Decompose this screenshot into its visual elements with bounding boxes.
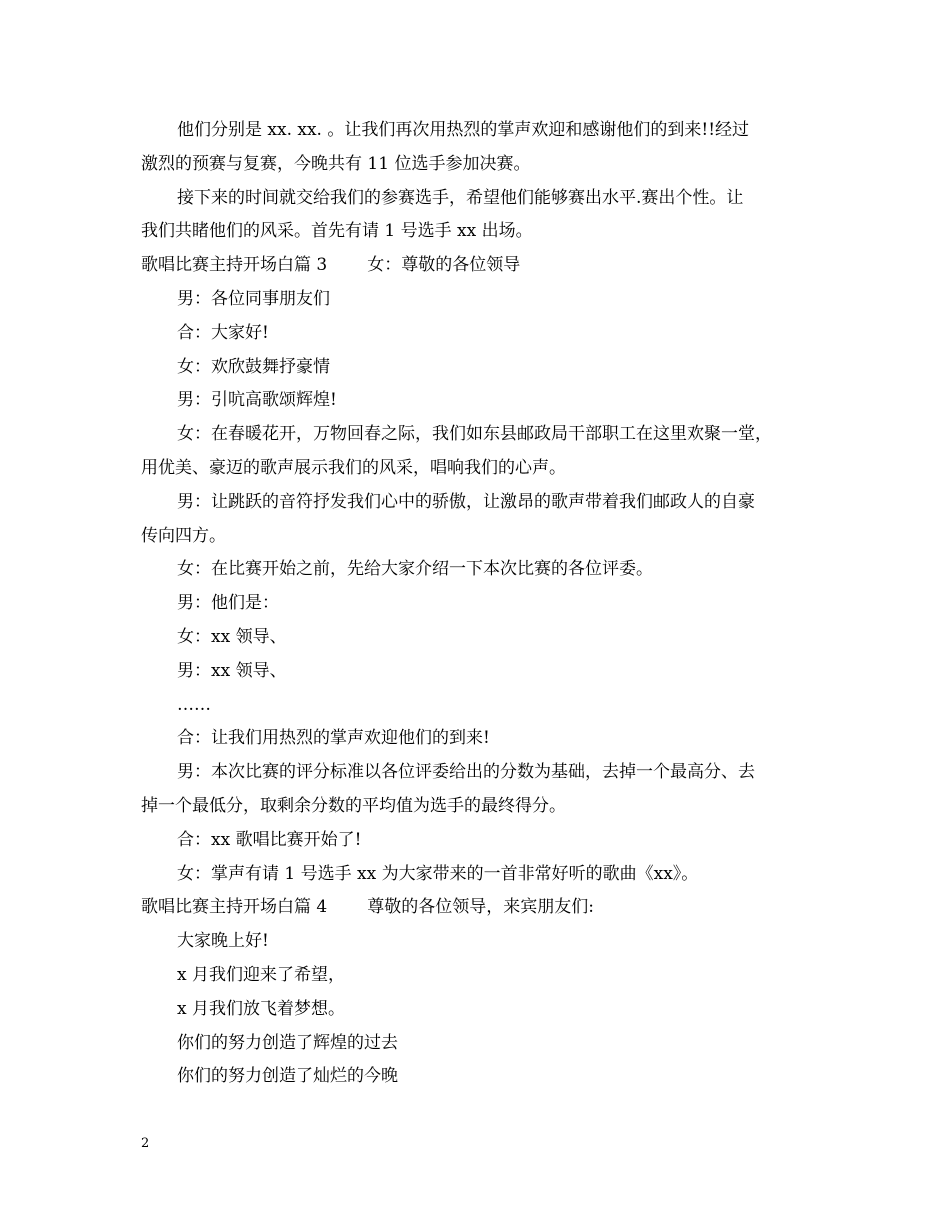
paragraph-line: …… <box>177 694 211 715</box>
paragraph-line: 男：引吭高歌颂辉煌! <box>177 390 337 411</box>
paragraph-line: 合：xx 歌唱比赛开始了! <box>177 829 362 850</box>
paragraph-line: 掉一个最低分，取剩余分数的平均值为选手的最终得分。 <box>141 795 566 816</box>
paragraph-line: 传向四方。 <box>141 525 226 546</box>
paragraph-line: 女：欢欣鼓舞抒豪情 <box>177 356 330 377</box>
paragraph-line: 男：他们是： <box>177 593 279 614</box>
paragraph-line: 你们的努力创造了辉煌的过去 <box>177 1032 398 1053</box>
paragraph-line: 女：掌声有请 1 号选手 xx 为大家带来的一首非常好听的歌曲《xx》。 <box>177 863 699 884</box>
heading-line-text: 尊敬的各位领导，来宾朋友们: <box>367 897 594 918</box>
paragraph-line: 男：xx 领导、 <box>177 660 287 681</box>
heading-line-text: 女：尊敬的各位领导 <box>367 255 521 276</box>
paragraph-line: 女：在春暖花开，万物回春之际，我们如东县邮政局干部职工在这里欢聚一堂， <box>177 424 772 445</box>
paragraph-line: 用优美、豪迈的歌声展示我们的风采，唱响我们的心声。 <box>141 457 566 478</box>
document-body <box>141 114 813 1094</box>
paragraph-line: 合：大家好! <box>177 322 269 343</box>
paragraph-line: 女：在比赛开始之前，先给大家介绍一下本次比赛的各位评委。 <box>177 559 653 580</box>
paragraph-line: 你们的努力创造了灿烂的今晚 <box>177 1066 398 1087</box>
section-heading-line <box>141 891 813 925</box>
paragraph-line: x 月我们放飞着梦想。 <box>177 998 345 1019</box>
paragraph-line: 男：本次比赛的评分标准以各位评委给出的分数为基础，去掉一个最高分、去 <box>177 762 755 783</box>
paragraph-line: 接下来的时间就交给我们的参赛选手，希望他们能够赛出水平.赛出个性。让 <box>177 187 744 208</box>
section-title: 歌唱比赛主持开场白篇 4 <box>141 897 328 918</box>
paragraph-line: 女：xx 领导、 <box>177 626 287 647</box>
paragraph-line: 激烈的预赛与复赛，今晚共有 11 位选手参加决赛。 <box>141 153 531 174</box>
paragraph-line: 男：各位同事朋友们 <box>177 288 330 309</box>
section-heading-line <box>141 249 813 283</box>
paragraph-line: 大家晚上好! <box>177 931 269 952</box>
paragraph-line: 我们共睹他们的风采。首先有请 1 号选手 xx 出场。 <box>141 221 533 242</box>
paragraph-line: x 月我们迎来了希望， <box>177 964 345 985</box>
paragraph-line: 他们分别是 xx. xx. 。让我们再次用热烈的掌声欢迎和感谢他们的到来!!经过 <box>177 120 750 140</box>
section-title: 歌唱比赛主持开场白篇 3 <box>141 255 328 276</box>
page-number: 2 <box>141 1136 150 1151</box>
paragraph-line: 男：让跳跃的音符抒发我们心中的骄傲，让激昂的歌声带着我们邮政人的自豪 <box>177 491 755 512</box>
paragraph-line: 合：让我们用热烈的掌声欢迎他们的到来! <box>177 728 490 749</box>
